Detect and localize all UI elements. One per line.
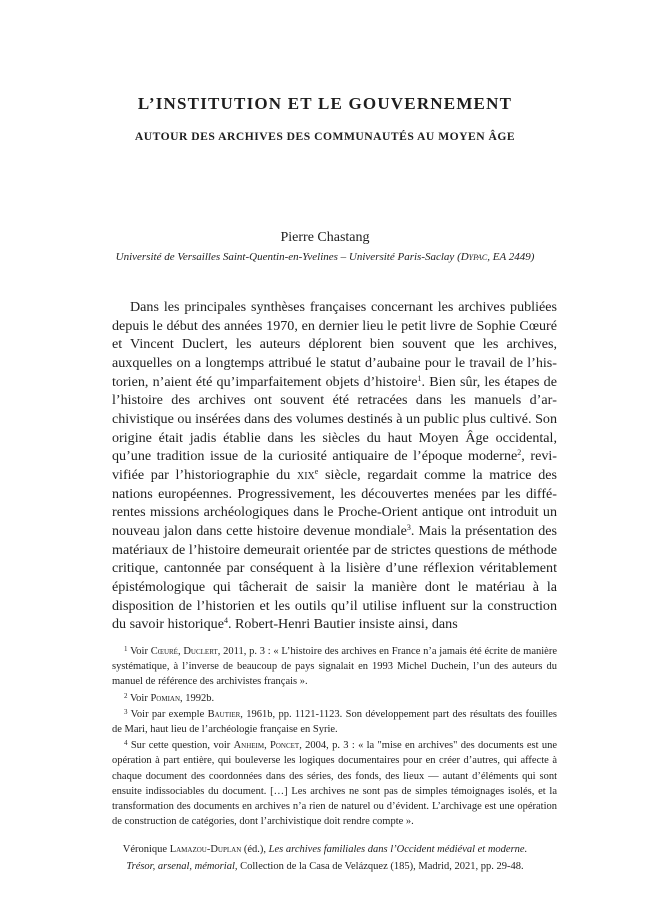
footnotes — [112, 644, 557, 830]
footnote-ref: 2 — [517, 448, 522, 458]
author-name: Pierre Chastang — [280, 230, 370, 245]
footnote-ref: 1 — [417, 373, 422, 383]
footnote-ref: 4 — [223, 616, 228, 626]
body-paragraph: Dans les principales synthèses françaises concernant les archives publiées depuis le début des années 1970, en dernier lieu le petit livre de Sophie Cœuré et Vincent Duclert, les auteurs déplorent bien souvent que les archives, auxquelles on a longtemps attribué le statut d’aubaine pour le travail de l’historien, n’aient été qu’imparfaitement objets d’histoire$^1$. Bien sûr, les étapes de l’histoire des archives ont souvent été retracées dans les manuels d’archivistique ou insérées dans des volumes destinés à un public plus cultivé. Son origine était jadis établie dans les siècles du haut Moyen Âge occidental, qu’une tradition issue de la curiosité antiquaire de l’époque moderne$^2$, revivifiée par l’historiographie du xix$^e$ siècle, regardait comme la matrice des nations européennes. Progressivement, les découvertes menées par les différentes missions archéologiques dans le Proche-Orient antique ont introduit un nouveau jalon dans cette histoire devenue mondiale$^3$. Mais la présentation des matériaux de l’histoire demeurait orientée par de strictes questions de méthode critique, cantonnée par conséquent à la lisière d’une réflexion véritablement épistémologique qui tâcherait de saisir la manière dont le matériau à la disposition de l’historien et les outils qu’il utilise influent sur la construction du savoir historique$^4$. Robert-Henri Bautier insiste ainsi, dans — [112, 299, 558, 633]
footnote-ref: 3 — [406, 522, 411, 532]
footnote-4: $^4$ Sur cette question, voir Anheim, Poncet, 2004, p. 3 : « la "mise en archives" des documents est une opération à part entière, qui bouleverse les logiques documentaires pour en créer d’autres, qui affecte à chaque document des coordonnées dans des séries, des fonds, des lieux — autant d’éléments qui sont ensuite indissociables du document. […] Les archives ne sont pas de simples témoignages isolés, et la transformation des documents en archives n’a rien de naturel ou d’évident. L’archivage est une opération de construction de catégories, dont l’archivistique doit rendre compte ». — [112, 739, 557, 828]
chapter-subtitle: AUTOUR DES ARCHIVES DES COMMUNAUTÉS AU MOYEN ÂGE — [134, 130, 516, 143]
footnote-1: $^1$ Voir Cœuré, Duclert, 2011, p. 3 : « L’histoire des archives en France n’a jamais été écrite de manière systématique, à l’inverse de beaucoup de pays signalait en 1993 Michel Duchein, l’un des auteurs du manuel de référence des archivistes français ». — [112, 645, 557, 688]
book-title: Les archives familiales dans l’Occident médiéval et moderne. — [268, 844, 528, 855]
footnote-3: $^3$ Voir par exemple Bautier, 1961b, pp. 1121-1123. Son développement part des résultats des fouilles de Mari, haut lieu de l’archéologie française en Syrie. — [112, 707, 558, 736]
footnote-2: $^2$ Voir Pomian, 1992b. — [124, 691, 215, 704]
author-affiliation: Université de Versailles Saint-Quentin-en-Yvelines – Université Paris-Saclay (Dypac, EA 2449) — [115, 251, 535, 263]
citation-footer: Véronique Lamazou-Duplan (éd.), Les archives familiales dans l’Occident médiéval et moderne. Trésor, arsenal, mémorial, Collection de la Casa de Velázquez (185), Madrid, 2021, pp. 29-48. — [122, 844, 528, 872]
chapter-title: L’INSTITUTION ET LE GOUVERNEMENT — [137, 94, 513, 113]
